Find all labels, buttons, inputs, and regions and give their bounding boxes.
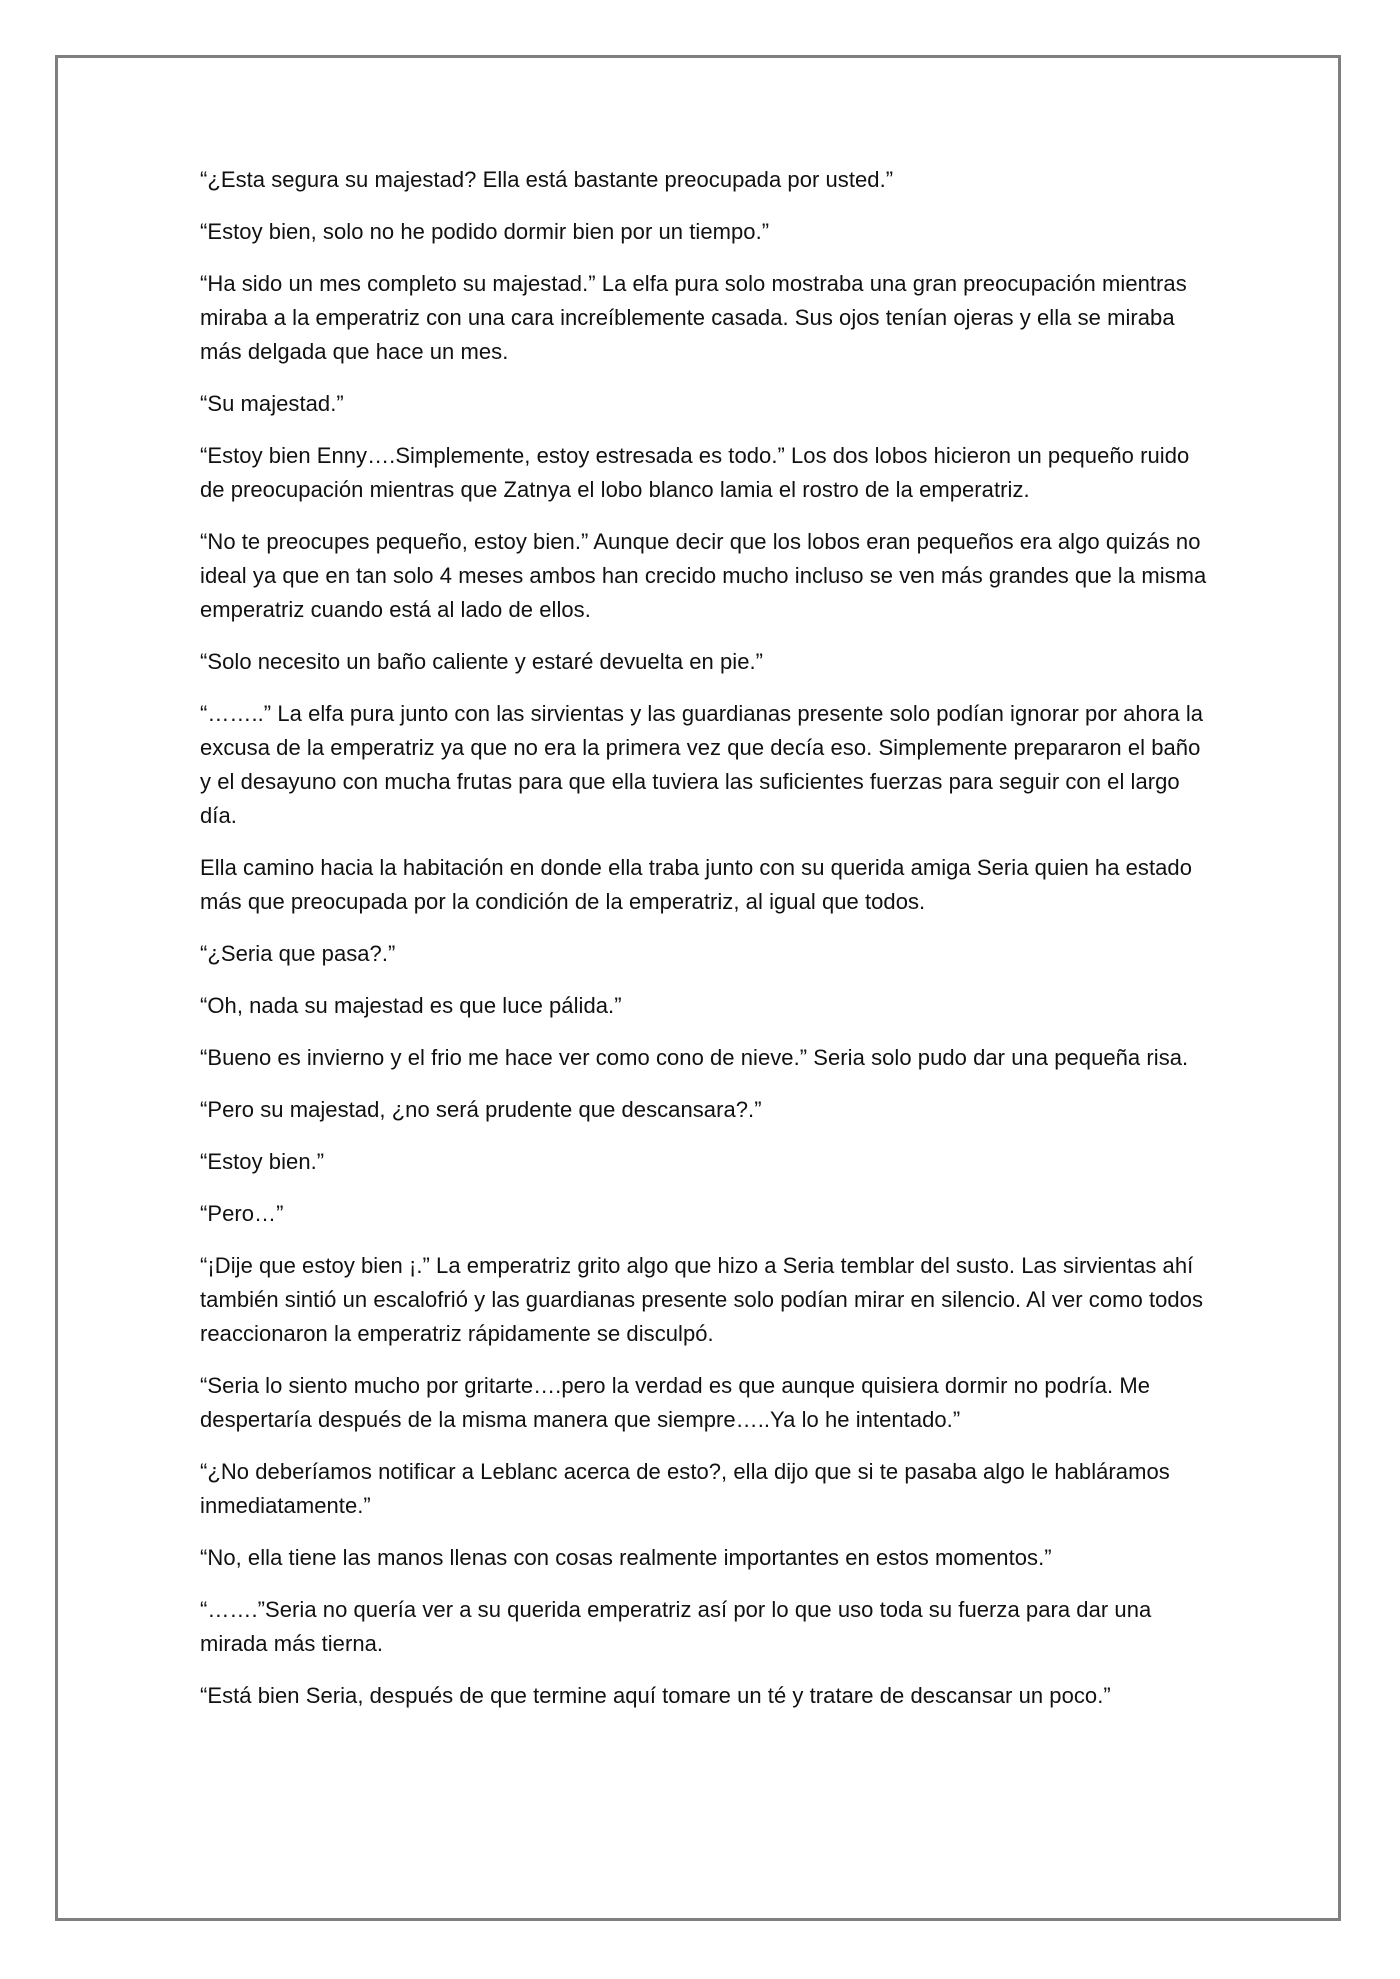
paragraph: “Seria lo siento mucho por gritarte….pero la verdad es que aunque quisiera dormir no podría. Me despertaría después de la misma manera que siempre…..Ya lo he intentado.” [200, 1373, 1151, 1432]
paragraph: “Estoy bien, solo no he podido dormir bien por un tiempo.” [200, 219, 770, 244]
paragraph: “Está bien Seria, después de que termine aquí tomare un té y tratare de descansar un poco.” [200, 1683, 1111, 1708]
paragraph: “Pero su majestad, ¿no será prudente que descansara?.” [200, 1097, 762, 1122]
paragraph: “Pero…” [200, 1201, 284, 1226]
paragraph: “Bueno es invierno y el frio me hace ver como cono de nieve.” Seria solo pudo dar una pequeña risa. [200, 1045, 1189, 1070]
paragraph: “……..” La elfa pura junto con las sirvientas y las guardianas presente solo podían ignorar por ahora la excusa de la emperatriz ya que no era la primera vez que decía eso. Simplemente prepararon el baño y el desayuno con mucha frutas para que ella tuviera las suficientes fuerzas para seguir con el largo día. [200, 701, 1204, 828]
paragraph: “Ha sido un mes completo su majestad.” La elfa pura solo mostraba una gran preocupación mientras miraba a la emperatriz con una cara increíblemente casada. Sus ojos tenían ojeras y ella se miraba más delgada que hace un mes. [200, 271, 1187, 364]
document-body [200, 163, 1210, 1731]
paragraph: “Oh, nada su majestad es que luce pálida.” [200, 993, 622, 1018]
paragraph: “¿Seria que pasa?.” [200, 941, 396, 966]
paragraph: “¿No deberíamos notificar a Leblanc acerca de esto?, ella dijo que si te pasaba algo le habláramos inmediatamente.” [200, 1459, 1170, 1518]
paragraph: “…….”Seria no quería ver a su querida emperatriz así por lo que uso toda su fuerza para dar una mirada más tierna. [200, 1597, 1152, 1656]
paragraph: “Su majestad.” [200, 391, 344, 416]
paragraph: “Estoy bien Enny….Simplemente, estoy estresada es todo.” Los dos lobos hicieron un pequeño ruido de preocupación mientras que Zatnya el lobo blanco lamia el rostro de la emperatriz. [200, 443, 1190, 502]
paragraph: “¿Esta segura su majestad? Ella está bastante preocupada por usted.” [200, 167, 894, 192]
paragraph: “Estoy bien.” [200, 1149, 325, 1174]
paragraph: “¡Dije que estoy bien ¡.” La emperatriz grito algo que hizo a Seria temblar del susto. Las sirvientas ahí también sintió un escalofrió y las guardianas presente solo podían mirar en silencio. Al ver como todos reaccionaron la emperatriz rápidamente se disculpó. [200, 1253, 1204, 1346]
paragraph: “Solo necesito un baño caliente y estaré devuelta en pie.” [200, 649, 764, 674]
paragraph: “No, ella tiene las manos llenas con cosas realmente importantes en estos momentos.” [200, 1545, 1052, 1570]
paragraph: Ella camino hacia la habitación en donde ella traba junto con su querida amiga Seria quien ha estado más que preocupada por la condición de la emperatriz, al igual que todos. [200, 855, 1193, 914]
paragraph: “No te preocupes pequeño, estoy bien.” Aunque decir que los lobos eran pequeños era algo quizás no ideal ya que en tan solo 4 meses ambos han crecido mucho incluso se ven más grandes que la misma emperatriz cuando está al lado de ellos. [200, 529, 1207, 622]
